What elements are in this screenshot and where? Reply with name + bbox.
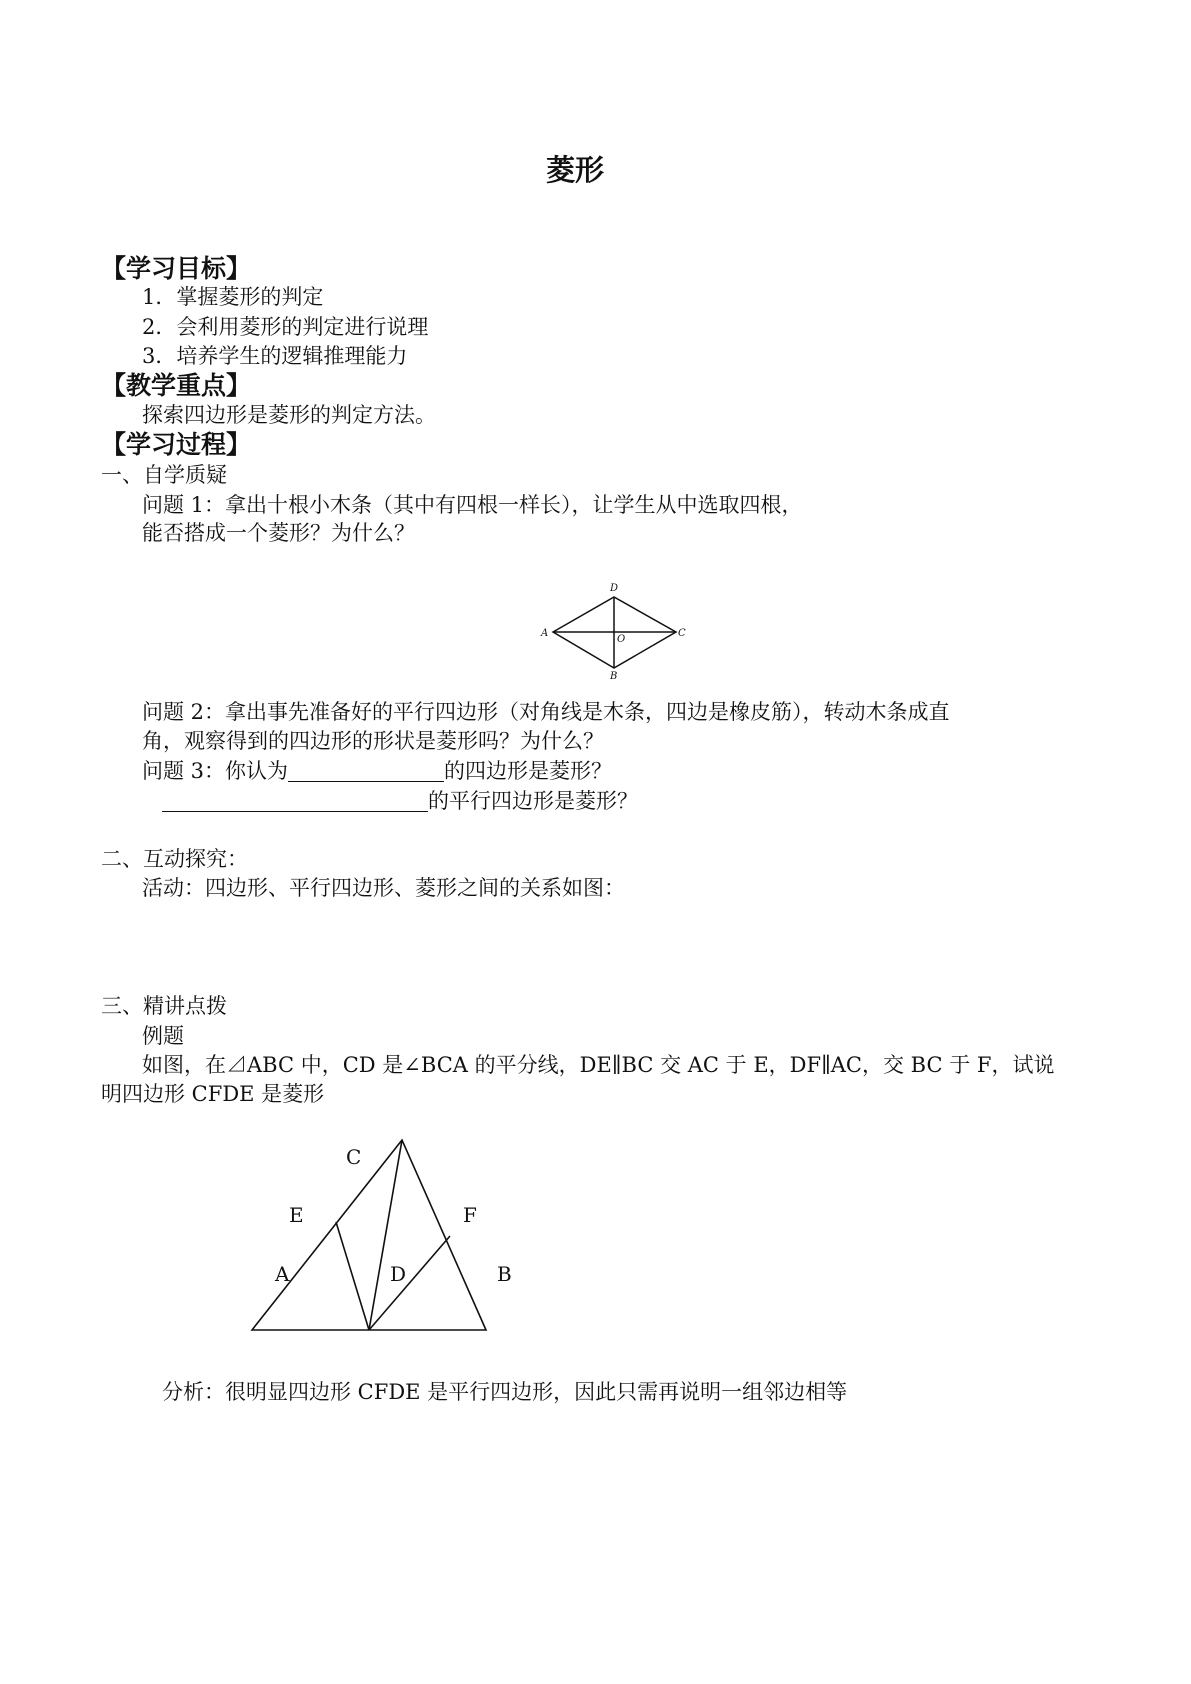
triangle-label-a: A <box>275 1262 290 1286</box>
example-line-2: 明四边形 CFDE 是菱形 <box>101 1082 325 1106</box>
triangle-abc <box>252 1140 486 1330</box>
triangle-label-b: B <box>497 1262 512 1286</box>
question-1-line-1: 问题 1：拿出十根小木条（其中有四根一样长），让学生从中选取四根， <box>142 493 803 517</box>
activity-text: 活动：四边形、平行四边形、菱形之间的关系如图： <box>142 876 625 900</box>
question-3-line-2-suffix: 的平行四边形是菱形？ <box>428 789 638 813</box>
triangle-figure <box>240 1120 540 1350</box>
process-heading: 【学习过程】 <box>101 430 252 459</box>
example-label: 例题 <box>142 1024 184 1048</box>
answer-blank-1[interactable] <box>288 759 444 782</box>
rhombus-label-a: A <box>541 628 549 639</box>
answer-blank-2[interactable] <box>162 789 428 812</box>
goal-item-3: 3．培养学生的逻辑推理能力 <box>142 344 408 368</box>
question-1-line-2: 能否搭成一个菱形？为什么？ <box>142 521 415 545</box>
part3-title: 三、精讲点拨 <box>101 994 227 1018</box>
focus-heading: 【教学重点】 <box>101 371 252 400</box>
question-3-prefix: 问题 3：你认为 <box>142 759 289 783</box>
part1-title: 一、自学质疑 <box>101 463 227 487</box>
rhombus-label-b: B <box>610 671 618 682</box>
analysis-text: 分析：很明显四边形 CFDE 是平行四边形，因此只需再说明一组邻边相等 <box>162 1380 848 1404</box>
triangle-label-e: E <box>289 1203 304 1227</box>
example-line-1: 如图，在⊿ABC 中，CD 是∠BCA 的平分线，DE∥BC 交 AC 于 E，DF∥AC，交 BC 于 F，试说 <box>142 1053 1055 1077</box>
question-2-line-2: 角，观察得到的四边形的形状是菱形吗？为什么？ <box>142 729 604 753</box>
part2-title: 二、互动探究： <box>101 847 248 871</box>
triangle-label-c: C <box>346 1145 362 1169</box>
focus-text: 探索四边形是菱形的判定方法。 <box>142 403 436 427</box>
triangle-label-d: D <box>390 1262 407 1286</box>
question-3-line-2 <box>162 786 638 816</box>
triangle-label-f: F <box>463 1203 477 1227</box>
segment-df <box>369 1236 450 1330</box>
goal-item-1: 1．掌握菱形的判定 <box>142 285 324 309</box>
goals-heading: 【学习目标】 <box>101 254 252 283</box>
page-title: 菱形 <box>546 153 605 187</box>
question-3-line-1 <box>142 756 612 786</box>
question-2-line-1: 问题 2：拿出事先准备好的平行四边形（对角线是木条，四边是橡皮筋），转动木条成直 <box>142 700 950 724</box>
rhombus-label-o: O <box>617 634 626 645</box>
rhombus-label-d: D <box>610 583 619 594</box>
rhombus-label-c: C <box>678 628 686 639</box>
goal-item-2: 2．会利用菱形的判定进行说理 <box>142 315 429 339</box>
segment-de <box>336 1222 369 1330</box>
bisector-cd <box>369 1140 402 1330</box>
question-3-suffix: 的四边形是菱形？ <box>444 759 613 783</box>
rhombus-figure <box>536 578 692 682</box>
